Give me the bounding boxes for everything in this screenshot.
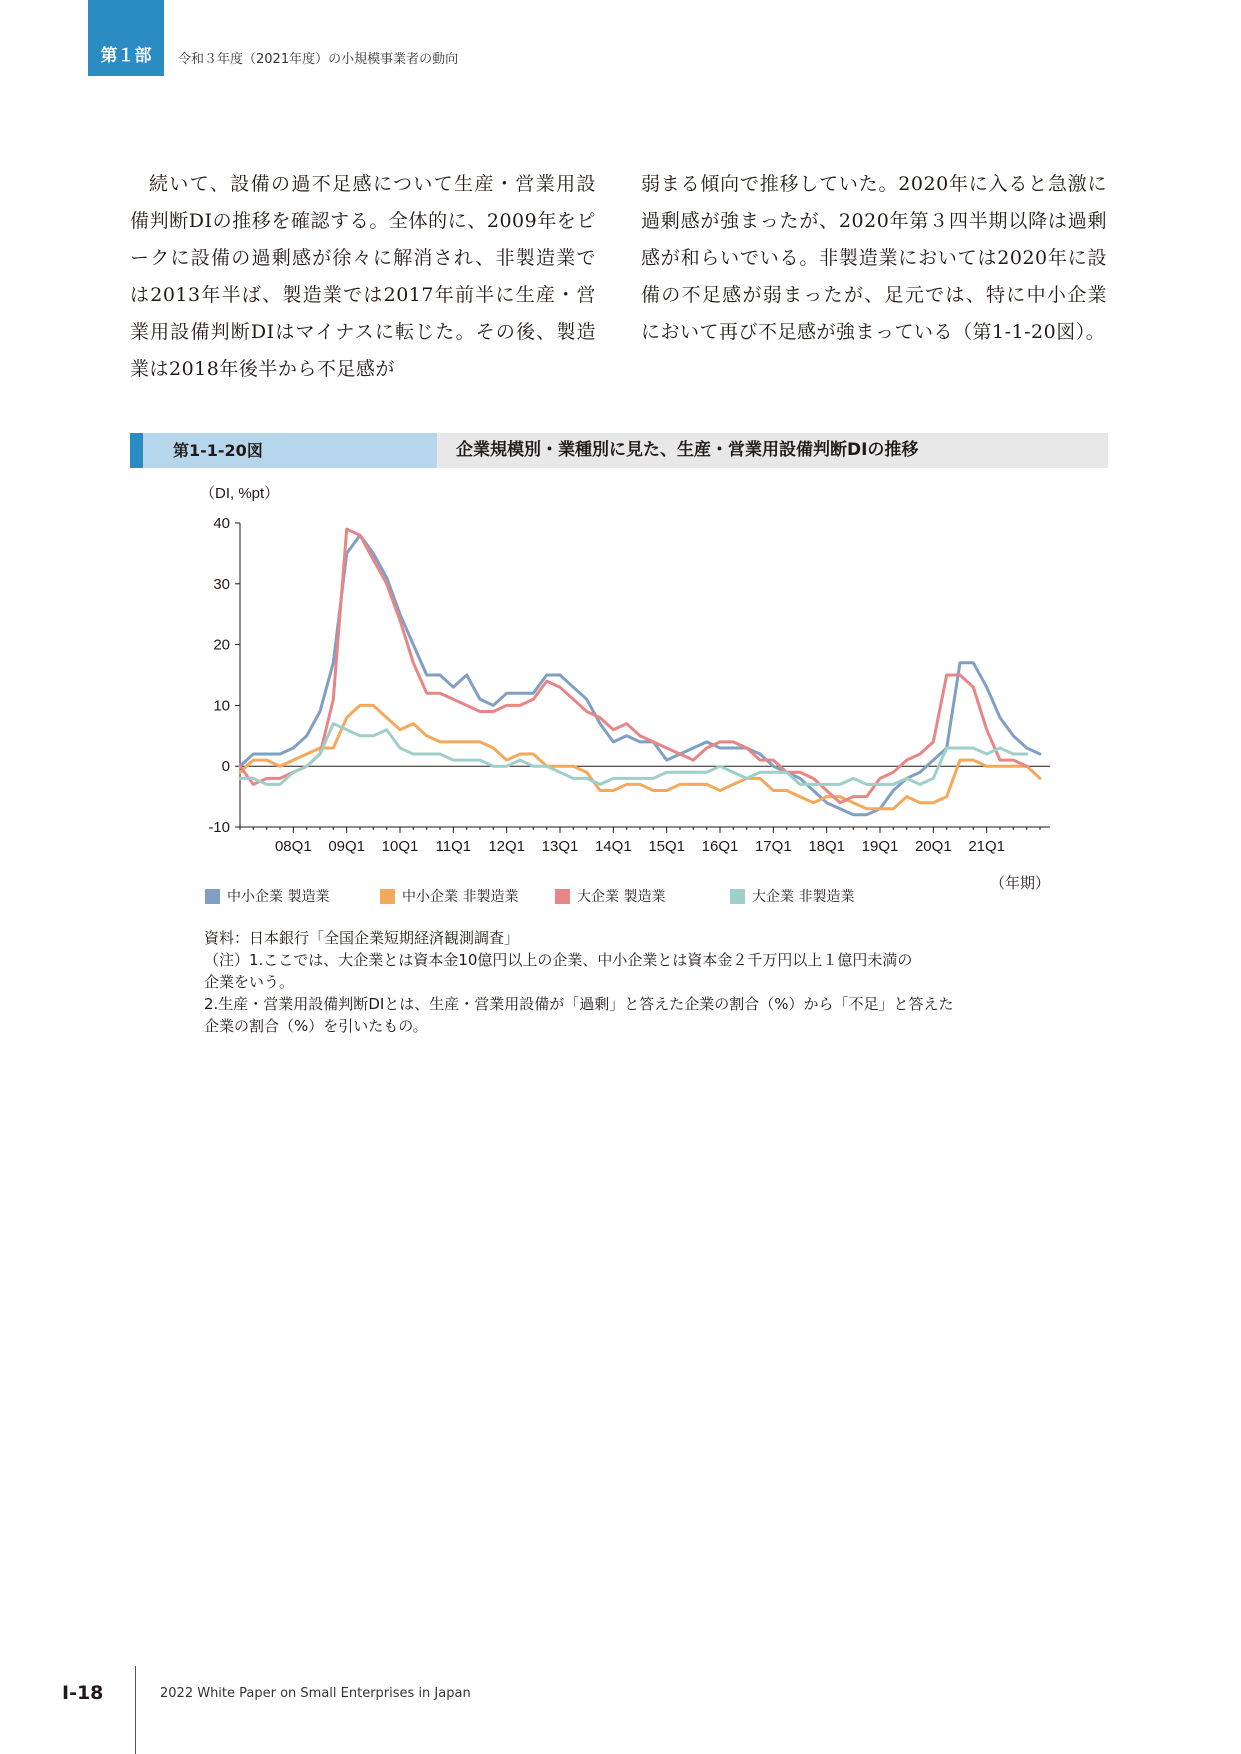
y-tick-label: 40	[213, 515, 230, 532]
legend-label: 大企業 製造業	[577, 889, 666, 905]
note-2-line-1: 2.生産・営業用設備判断DIとは、生産・営業用設備が「過剰」と答えた企業の割合（%）から「不足」と答えた	[204, 995, 954, 1013]
legend-label: 中小企業 製造業	[227, 889, 330, 905]
y-tick-label: 0	[221, 758, 230, 776]
note-1-line-2: 企業をいう。	[204, 973, 295, 991]
series-line-0	[240, 535, 1040, 815]
series-line-1	[240, 705, 1040, 808]
page-number: I-18	[62, 1682, 104, 1704]
figure-notes	[204, 927, 1084, 1037]
y-tick-label: 20	[213, 636, 230, 654]
x-tick-label: 18Q1	[808, 838, 846, 855]
x-axis-label: （年期）	[990, 875, 1051, 892]
book-title: 2022 White Paper on Small Enterprises in Japan	[160, 1686, 471, 1701]
running-title: 令和３年度（2021年度）の小規模事業者の動向	[178, 52, 459, 67]
x-tick-label: 12Q1	[488, 838, 526, 855]
legend-swatch	[555, 889, 570, 904]
x-tick-label: 17Q1	[754, 838, 792, 855]
part-tab	[88, 0, 164, 76]
legend-swatch	[730, 889, 745, 904]
legend-swatch	[380, 889, 395, 904]
body-paragraph-right: 弱まる傾向で推移していた。2020年に入ると急激に過剰感が強まったが、2020年第３四半期以降は過剰感が和らいでいる。非製造業においては2020年に設備の不足感が弱まったが、足元では、特に中小企業において再び不足感が強まっている（第1-1-20図）。	[641, 173, 1107, 343]
y-tick-label: 10	[213, 697, 230, 715]
x-tick-label: 20Q1	[914, 838, 952, 855]
x-tick-label: 08Q1	[274, 838, 312, 855]
y-axis-label: （DI, %pt）	[200, 485, 280, 502]
x-tick-label: 14Q1	[594, 838, 632, 855]
series-line-3	[240, 724, 1027, 785]
legend-item-sme-manufacturing	[205, 886, 329, 906]
legend-item-large-manufacturing	[555, 886, 665, 906]
body-paragraph-left: 続いて、設備の過不足感について生産・営業用設備判断DIの推移を確認する。全体的に、2009年をピークに設備の過剰感が徐々に解消され、非製造業では2013年半ば、製造業では2017年前半に生産・営業用設備判断DIはマイナスに転じた。その後、製造業は2018年後半から不足感が	[130, 173, 596, 380]
legend-item-sme-nonmanufacturing	[380, 886, 518, 906]
x-tick-label: 21Q1	[968, 838, 1006, 855]
figure-title-bar	[130, 433, 1108, 468]
series-line-2	[240, 529, 1027, 803]
legend-item-large-nonmanufacturing	[730, 886, 854, 906]
x-tick-label: 10Q1	[381, 838, 419, 855]
part-label: 第１部	[100, 46, 152, 66]
x-tick-label: 19Q1	[861, 838, 899, 855]
figure-number: 第1-1-20図	[143, 433, 437, 468]
figure-title: 企業規模別・業種別に見た、生産・営業用設備判断DIの推移	[456, 440, 919, 460]
y-tick-label: -10	[208, 819, 230, 836]
legend-label: 中小企業 非製造業	[402, 889, 519, 905]
note-2-line-2: 企業の割合（%）を引いたもの。	[204, 1017, 428, 1035]
footer-divider	[135, 1666, 136, 1754]
note-1-line-1: （注）1.ここでは、大企業とは資本金10億円以上の企業、中小企業とは資本金２千万円以上１億円未満の	[204, 951, 913, 969]
figure-accent-stripe	[130, 433, 143, 468]
x-tick-label: 11Q1	[435, 838, 472, 855]
source-note: 資料：日本銀行「全国企業短期経済観測調査」	[204, 929, 520, 947]
plot-area	[208, 515, 1050, 855]
line-chart	[190, 480, 1070, 900]
y-tick-label: 30	[213, 575, 230, 593]
x-tick-label: 15Q1	[648, 838, 686, 855]
x-tick-label: 09Q1	[328, 838, 366, 855]
legend-label: 大企業 非製造業	[752, 889, 855, 905]
chart-legend	[205, 886, 1065, 908]
x-tick-label: 16Q1	[701, 838, 739, 855]
legend-swatch	[205, 889, 220, 904]
x-tick-label: 13Q1	[541, 838, 579, 855]
